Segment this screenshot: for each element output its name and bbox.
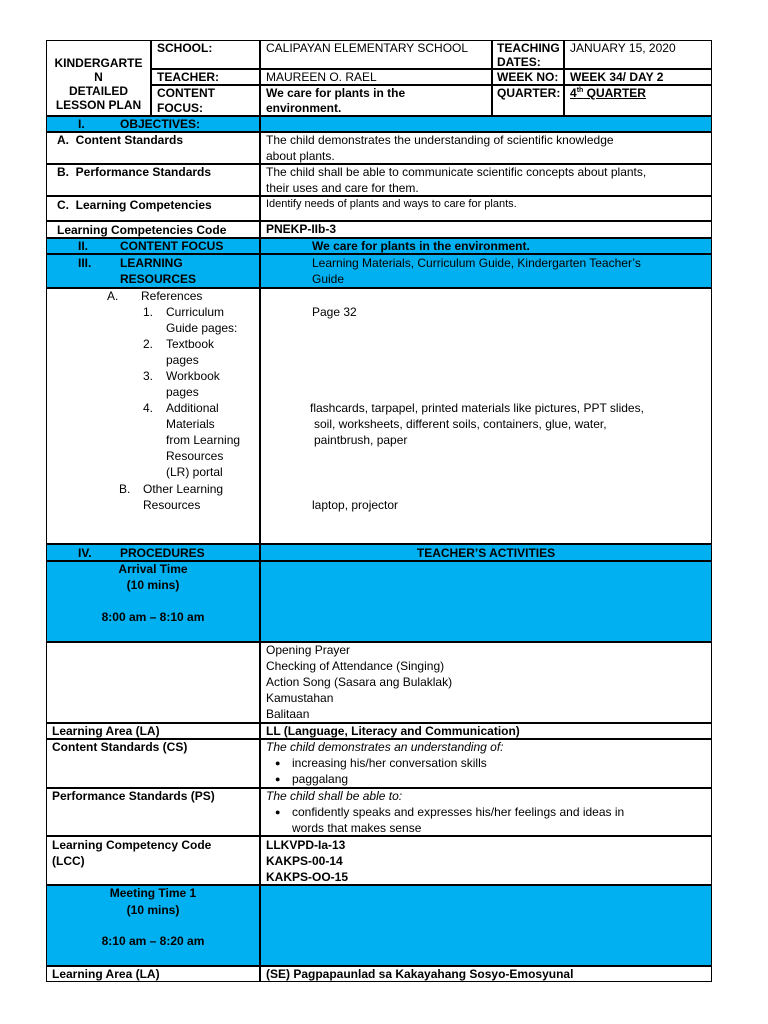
teacher-label: TEACHER: [157, 70, 219, 84]
doc-type-line: KINDERGARTE [54, 56, 143, 70]
quarter-value: 4th QUARTER [570, 86, 646, 100]
performance-line: The child shall be able to communicate scientific concepts about plants, [266, 165, 647, 179]
arrival-time: 8:00 am – 8:10 am [101, 610, 205, 624]
content-standards-label: A. Content Standards [57, 133, 184, 147]
cs-bullet: increasing his/her conversation skills [292, 756, 487, 770]
materials-line: soil, worksheets, different soils, containers, glue, water, [314, 417, 607, 431]
lcc-value: LLKVPD-Ia-13 [266, 838, 346, 852]
reference-item-line: Textbook [166, 337, 215, 351]
meeting-time: 8:10 am – 8:20 am [101, 934, 205, 948]
meeting-title: Meeting Time 1 [109, 886, 197, 900]
content-focus-num: II. [78, 239, 89, 253]
reference-item-line: Workbook [166, 369, 220, 383]
reference-item-num: 1. [143, 305, 154, 319]
routine-item: Action Song (Sasara ang Bulaklak) [266, 675, 453, 689]
procedures-num: IV. [78, 546, 92, 560]
routine-item: Checking of Attendance (Singing) [266, 659, 445, 673]
other-resources-line: Other Learning [143, 482, 224, 496]
competencies-value: Identify needs of plants and ways to care for plants. [266, 198, 517, 210]
lcc-value: KAKPS-OO-15 [266, 870, 349, 884]
bullet-icon: ● [275, 774, 281, 784]
quarter-label: QUARTER: [497, 86, 561, 100]
reference-item-line: Guide pages: [166, 321, 238, 335]
meeting-activity-cell [260, 885, 712, 966]
resources-value-line: Guide [312, 272, 345, 286]
content-standards-line: about plants. [266, 149, 335, 163]
page-reference: Page 32 [312, 305, 357, 319]
materials-line: paintbrush, paper [314, 433, 408, 447]
resources-num: III. [78, 256, 92, 270]
la1-label: Learning Area (LA) [52, 724, 160, 738]
objectives-heading-right [260, 116, 712, 132]
lcc-label-line: Learning Competency Code [52, 838, 212, 852]
dates-label-line: DATES: [497, 55, 541, 69]
procedures-label: PROCEDURES [120, 546, 205, 560]
reference-item-num: 3. [143, 369, 154, 383]
cs-intro: The child demonstrates an understanding of: [266, 740, 504, 754]
activities-header: TEACHER’S ACTIVITIES [416, 546, 556, 560]
bullet-icon: ● [275, 758, 281, 768]
dates-label-line: TEACHING [497, 41, 560, 55]
school-value: CALIPAYAN ELEMENTARY SCHOOL [266, 41, 469, 55]
arrival-activity-cell [260, 561, 712, 642]
code-value: PNEKP-IIb-3 [266, 222, 337, 236]
other-resources-line: Resources [143, 498, 201, 512]
dates-value: JANUARY 15, 2020 [570, 41, 676, 55]
focus-label-line: CONTENT [157, 86, 215, 100]
routine-left-cell [46, 642, 260, 723]
content-standards-line: The child demonstrates the understanding of scientific knowledge [266, 133, 614, 147]
reference-item-line: pages [166, 385, 199, 399]
code-label: Learning Competencies Code [57, 223, 227, 237]
arrival-title: Arrival Time [118, 562, 188, 576]
cs-bullet: paggalang [292, 772, 349, 786]
la1-value: LL (Language, Literacy and Communication) [266, 724, 520, 738]
performance-line: their uses and care for them. [266, 181, 419, 195]
ps-bullet-line: confidently speaks and expresses his/her feelings and ideas in [292, 805, 625, 819]
ps-intro: The child shall be able to: [266, 789, 403, 803]
performance-label: B. Performance Standards [57, 165, 212, 179]
teacher-value: MAUREEN O. RAEL [266, 70, 377, 84]
la2-value: (SE) Pagpapaunlad sa Kakayahang Sosyo-Emosyunal [266, 967, 574, 981]
cs-label: Content Standards (CS) [52, 740, 188, 754]
other-resources-num: B. [119, 482, 131, 496]
school-label: SCHOOL: [157, 41, 213, 55]
reference-item-line: Resources [166, 449, 224, 463]
content-focus-value: We care for plants in the environment. [312, 239, 530, 253]
materials-line: flashcards, tarpapel, printed materials like pictures, PPT slides, [310, 401, 644, 415]
doc-type-line: DETAILED [68, 84, 129, 98]
competencies-label: C. Learning Competencies [57, 198, 212, 212]
bullet-icon: ● [275, 807, 281, 817]
la2-label: Learning Area (LA) [52, 967, 160, 981]
reference-item-num: 4. [143, 401, 154, 415]
lcc-label-line: (LCC) [52, 854, 85, 868]
routine-item: Kamustahan [266, 691, 334, 705]
ps-bullet-line: words that makes sense [292, 821, 422, 835]
resources-label-line: LEARNING [120, 256, 183, 270]
meeting-duration: (10 mins) [126, 903, 180, 917]
focus-value-line: We care for plants in the [266, 86, 406, 100]
focus-value-line: environment. [266, 101, 342, 115]
ps-label: Performance Standards (PS) [52, 789, 215, 803]
reference-item-line: Materials [166, 417, 215, 431]
reference-item-line: from Learning [166, 433, 241, 447]
focus-label-line: FOCUS: [157, 101, 203, 115]
objectives-heading: OBJECTIVES: [120, 117, 201, 131]
references-label: References [141, 289, 203, 303]
references-num: A. [107, 289, 119, 303]
routine-item: Balitaan [266, 707, 310, 721]
content-focus-label: CONTENT FOCUS [120, 239, 224, 253]
reference-item-line: pages [166, 353, 199, 367]
doc-type-line: N [94, 70, 103, 84]
resources-value-line: Learning Materials, Curriculum Guide, Kindergarten Teacher’s [312, 256, 641, 270]
week-value: WEEK 34/ DAY 2 [570, 70, 664, 84]
routine-item: Opening Prayer [266, 643, 351, 657]
arrival-duration: (10 mins) [126, 578, 180, 592]
reference-item-line: (LR) portal [166, 465, 223, 479]
doc-type-line: LESSON PLAN [55, 98, 142, 112]
objectives-num: I. [78, 117, 85, 131]
lcc-value: KAKPS-00-14 [266, 854, 343, 868]
week-label: WEEK NO: [497, 70, 559, 84]
other-resources-value: laptop, projector [312, 498, 399, 512]
reference-item-num: 2. [143, 337, 154, 351]
reference-item-line: Curriculum [166, 305, 225, 319]
reference-item-line: Additional [166, 401, 219, 415]
resources-label-line: RESOURCES [120, 272, 197, 286]
